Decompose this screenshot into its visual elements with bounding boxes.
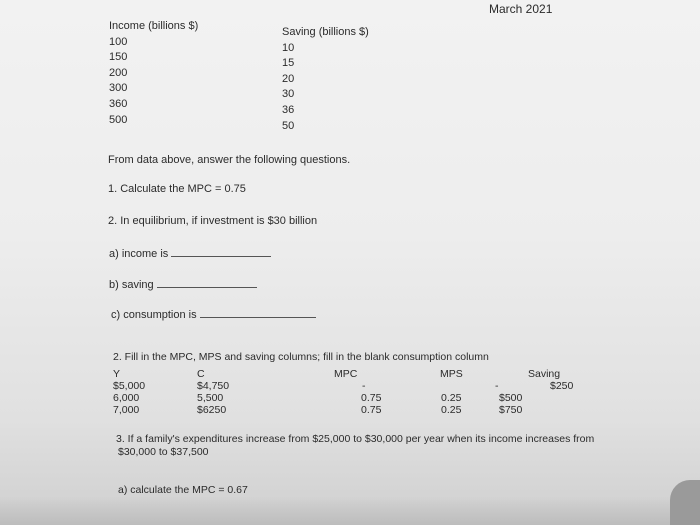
table-header-cell: C <box>197 368 205 380</box>
saving-value: 30 <box>282 88 295 101</box>
table-cell: $5,000 <box>113 380 146 392</box>
table-header-row <box>113 368 610 380</box>
table-header-cell: MPC <box>334 368 358 380</box>
question-2c <box>111 308 316 321</box>
table-row <box>113 380 610 392</box>
answer-blank-consumption[interactable] <box>200 308 316 318</box>
table-cell: $500 <box>499 392 523 404</box>
table-row <box>113 404 610 416</box>
date-label: March 2021 <box>489 2 553 16</box>
saving-header: Saving (billions $) <box>282 26 369 38</box>
saving-column <box>282 25 369 133</box>
income-value: 100 <box>109 35 128 48</box>
question-2c-label: c) consumption is <box>111 309 197 321</box>
question-1: 1. Calculate the MPC = 0.75 <box>108 183 246 195</box>
table-cell: 0.25 <box>441 392 462 404</box>
table-cell: 5,500 <box>197 392 224 404</box>
table-cell: 7,000 <box>113 404 140 416</box>
table-header-cell: Saving <box>528 368 561 380</box>
question-2a <box>109 247 271 260</box>
income-column <box>109 19 198 127</box>
saving-value: 10 <box>282 41 295 54</box>
question-2b-label: b) saving <box>109 279 154 291</box>
table-cell: $6250 <box>197 404 227 416</box>
table-cell: 0.25 <box>441 404 462 416</box>
table-cell: - <box>362 380 366 392</box>
consumption-table <box>113 368 610 416</box>
question-2a-label: a) income is <box>109 248 169 260</box>
income-header: Income (billions $) <box>109 20 199 32</box>
table-cell: $750 <box>499 404 523 416</box>
income-value: 500 <box>109 113 128 126</box>
income-value: 150 <box>109 51 128 64</box>
saving-value: 50 <box>282 119 295 132</box>
table-question-title: 2. Fill in the MPC, MPS and saving columns; fill in the blank consumption column <box>113 351 489 363</box>
table-header-cell: Y <box>113 368 121 380</box>
table-cell: 0.75 <box>361 392 382 404</box>
table-cell: - <box>495 380 499 392</box>
income-value: 200 <box>109 66 128 79</box>
instruction-text: From data above, answer the following questions. <box>108 154 351 166</box>
question-2: 2. In equilibrium, if investment is $30 billion <box>108 215 318 227</box>
answer-blank-saving[interactable] <box>157 278 257 288</box>
question-3 <box>116 433 594 459</box>
table-cell: $250 <box>550 380 574 392</box>
table-cell: 0.75 <box>361 404 382 416</box>
question-3-line-1: 3. If a family's expenditures increase from $25,000 to $30,000 per year when its income increases from <box>116 433 595 445</box>
question-3-line-2: $30,000 to $37,500 <box>118 446 209 458</box>
question-3a: a) calculate the MPC = 0.67 <box>118 484 248 496</box>
table-cell: $4,750 <box>197 380 230 392</box>
saving-value: 15 <box>282 57 295 70</box>
question-2b <box>109 278 257 291</box>
table-cell: 6,000 <box>113 392 140 404</box>
income-value: 300 <box>109 82 128 95</box>
income-value: 360 <box>109 97 128 110</box>
table-header-cell: MPS <box>440 368 463 380</box>
table-row <box>113 392 610 404</box>
page-bottom-shadow <box>0 497 700 525</box>
corner-shadow <box>670 480 700 525</box>
saving-value: 20 <box>282 72 295 85</box>
answer-blank-income[interactable] <box>171 247 271 257</box>
saving-value: 36 <box>282 103 295 116</box>
